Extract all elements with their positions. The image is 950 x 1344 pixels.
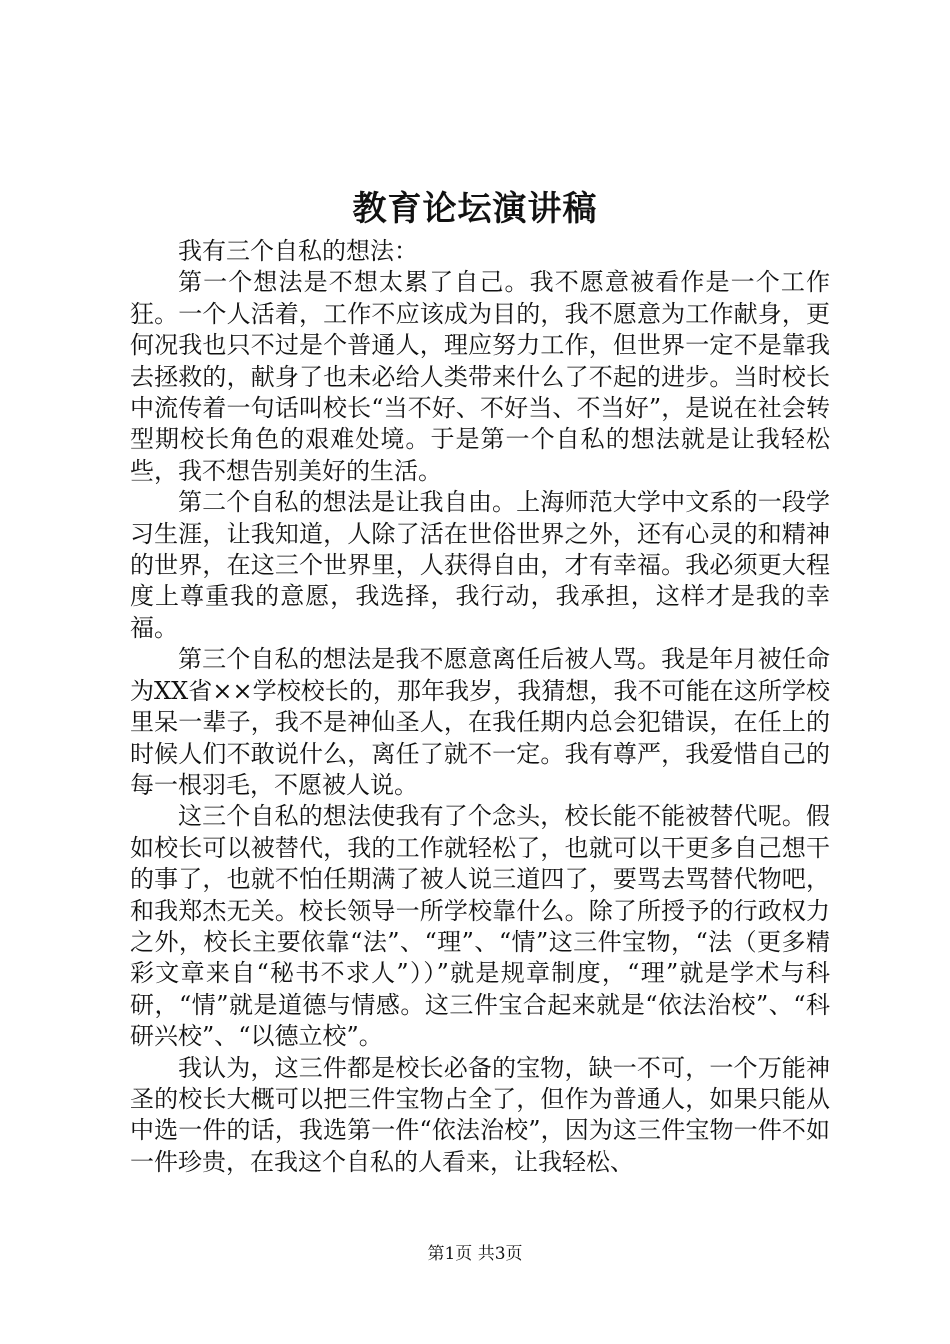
paragraph-choice: 我认为，这三件都是校长必备的宝物，缺一不可，一个万能神圣的校长大概可以把三件宝物占全了，但作为普通人，如果只能从中选一件的话，我选第一件“依法治校”，因为这三件宝物一件不如一件珍贵，在我这个自私的人看来，让我轻松、 [130, 1053, 830, 1176]
paragraph-intro: 我有三个自私的想法： [178, 237, 418, 265]
document-title: 教育论坛演讲稿 [352, 189, 598, 229]
paragraph-third-idea: 第三个自私的想法是我不愿意离任后被人骂。我是年月被任命为XX省××学校校长的，那年我岁，我猜想，我不可能在这所学校里呆一辈子，我不是神仙圣人，在我任期内总会犯错误，在任上的时候人们不敢说什么，离任了就不一定。我有尊严，我爱惜自己的每一根羽毛，不愿被人说。 [130, 645, 830, 799]
paragraph-second-idea: 第二个自私的想法是让我自由。上海师范大学中文系的一段学习生涯，让我知道，人除了活在世俗世界之外，还有心灵的和精神的世界，在这三个世界里，人获得自由，才有幸福。我必须更大程度上尊重我的意愿，我选择，我行动，我承担，这样才是我的幸福。 [130, 488, 830, 642]
paragraph-replacement-idea: 这三个自私的想法使我有了个念头，校长能不能被替代呢。假如校长可以被替代，我的工作就轻松了，也就可以干更多自己想干的事了，也就不怕任期满了被人说三道四了，要骂去骂替代物吧，和我郑杰无关。校长领导一所学校靠什么。除了所授予的行政权力之外，校长主要依靠“法”、“理”、“情”这三件宝物，“法（更多精彩文章来自“秘书不求人”））”就是规章制度，“理”就是学术与科研，“情”就是道德与情感。这三件宝合起来就是“依法治校”、“科研兴校”、“以德立校”。 [130, 802, 830, 1051]
document-body [130, 236, 830, 1178]
paragraph-first-idea: 第一个想法是不想太累了自己。我不愿意被看作是一个工作狂。一个人活着，工作不应该成为目的，我不愿意为工作献身，更何况我也只不过是个普通人，理应努力工作，但世界一定不是靠我去拯救的，献身了也未必给人类带来什么了不起的进步。当时校长中流传着一句话叫校长“当不好、不好当、不当好”，是说在社会转型期校长角色的艰难处境。于是第一个自私的想法就是让我轻松些，我不想告别美好的生活。 [130, 268, 830, 485]
page-number: 第1页 共3页 [427, 1244, 523, 1264]
